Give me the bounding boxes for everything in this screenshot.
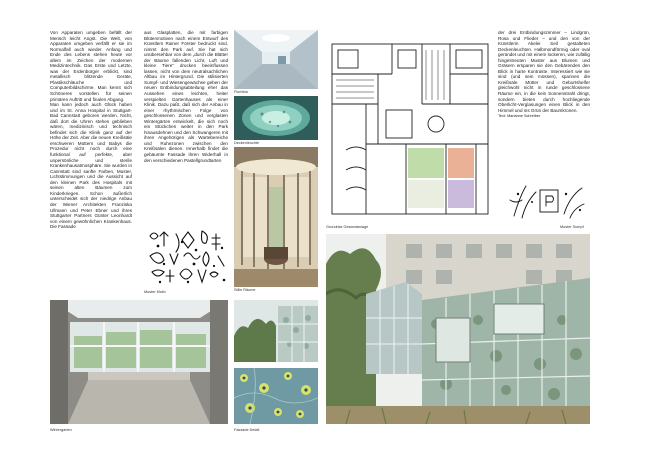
caption-winter-room: Stille Räume: [234, 288, 256, 292]
col1-paragraph-2: Man kann jedoch auch Glück haben und im St. Anna Hospital in Stuttgart-Bad Cannstatt geboren werden. Nicht, daß dort die Uhren stehen geblieben wären, medizinisch und technisch befindet sich die Klinik ganz auf der Höhe der Zeit. Aber die neuen Kreißsäle erschweren Müttern und Babys die Prozedur nicht noch durch eine funktional auf perfekte, aber unpersönliche und sterile Krankenhausatmosphäre. Sie wurden in Cannstatt sind sanfte Farben, Muster, Lichtstimmungen und die Aussicht auf den kleinen Park des Hospitals mit seinen alten Bäumen zum Kinderkriegen. Schon äußerlich unterscheidet sich der niedrige Anbau der Wiener Architekten Franziska Ullmann und Peter Ebner und ihres Stuttgarter Partners Günter Leonhardt von einem gewöhnlichen Krankenhaus. Die Fassade: [50, 102, 132, 230]
col4-paragraph: der drei Entbindungszimmer – Lindgrün, Rosa und Flieder – und den von der Künstlerin Akelei Seil gestalteten Deckenleuchten. Halbmondförmig oder oval geründet und mit einem lockeren, wie zufällig hingestreuten Muster aus Blumen und Gräsern ersparen sie den Gebärenden den Blick in harte Kontraste. Interessiert wie sie sind (und sein müssen), spannen die Kreißsäle Mütter und Geburtshelfer gleichwohl nicht in runde geschlossene Räume ein, in die kein Sonnenstrahl dringt, sondern bieten durch hochliegende Oberlicht-Verglasungen einen Blick in den Himmel und ins Grün der Baumkronen.: [498, 30, 590, 113]
corridor-photo: [234, 30, 318, 89]
round-room-photo: [234, 147, 318, 287]
caption-lamp: Deckenleuchte: [234, 141, 260, 145]
caption-pattern: Muster Motiv: [144, 290, 166, 294]
text-column-2: [144, 30, 228, 222]
sketch-detail-image: [506, 180, 590, 224]
caption-interior: Wintergarten: [50, 428, 72, 432]
caption-floor-sketch: Muster Sumpf: [560, 225, 584, 229]
ceiling-lamp-photo: [234, 96, 318, 140]
pattern-closeup-photo: [234, 368, 318, 424]
col4-author: Text: Marianne Schreiber: [498, 114, 541, 119]
text-column-4: [498, 30, 590, 172]
floor-plan-image: [326, 30, 494, 220]
glass-facade-small-photo: [234, 300, 318, 362]
col1-paragraph-1: Von Apparaten umgeben befällt der Mensch leicht Angst. Die Welt, von Apparaten umgeben verfällt er sie im Normalfall auch wieder. Anfang und Ende des Lebens stehen heute vor allem im Zeichen der modernen Medizintechnik. Das Erste und Letzte, was der Erdenbürger erblickt, sind metallisch blitzende Geräte, Plastikschläuche und Computerbildschirme. Man kennt sich Schöneres vorstellen für seinen primären Auftritt und finalen Abgang.: [50, 30, 132, 102]
col2-paragraph: aus Glasplatten, die mit farbigen Blütenmotiven nach einem Entwurf des Künstlers Rainer Förster bedruckt sind, nimmt den Park auf. Sie hat sich unübersehbar von dem „durch die Blätter der Bäume fallenden Licht, Luft und kleine Tiere“ drucken beeinflussen lassen, nicht von dem neutralsachlichen Altbau im Hintergrund. Die stilisierten Sumpf- und Wiesengewächse geben der neuen Entbindungsabteilung eher das Aussehen eines leichten, heiter verspielten Gartenhauses als einer Klinik. Dazu paßt, daß sich der Anbau in einer rhythmischen Folge von geschlossenen Zonen und verglasten Wintergärten entwickelt, die sich noch ein Stückchen weiter in den Park hinausdehnen und den Schwangeren mit ihren Angehörigen als Wartebereiche und Ruhezonen zwischen den Kreißsälen dienen. Innerhalb findet die gebäumte Fassade ihren Widerhall in den verschiedenen Pastellgrundtarten: [144, 30, 228, 163]
interior-photo: [50, 300, 228, 424]
pattern-sketch-image: [144, 226, 228, 288]
caption-facade-detail: Fassade Detail: [234, 428, 260, 432]
caption-plan: Grundriss Gesamtanlage: [326, 225, 369, 229]
caption-corridor: Flurblick: [234, 90, 249, 94]
text-column-1: [50, 30, 132, 286]
exterior-building-photo: [326, 234, 590, 424]
